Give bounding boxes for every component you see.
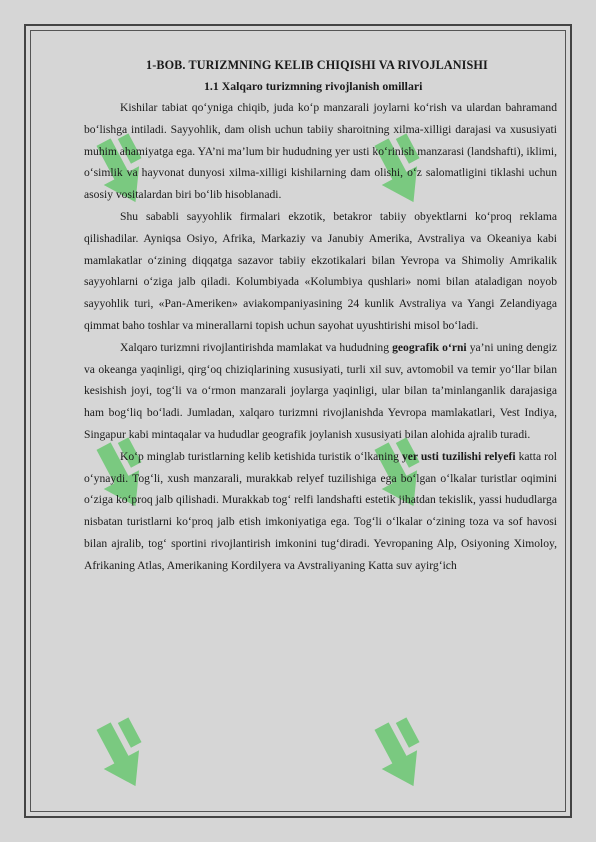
paragraph-text: Xalqaro turizmni rivojlantirishda mamlakat va hududning <box>120 340 393 354</box>
watermark-icon <box>370 712 440 790</box>
document-body <box>84 55 557 577</box>
paragraph <box>84 446 557 577</box>
chapter-title: 1-BOB. TURIZMNING KELIB CHIQISHI VA RIVOJLANISHI <box>146 58 488 72</box>
paragraph-text: katta rol o‘ynaydi. Tog‘li, xush manzarali, murakkab relyef tuzilishiga ega bo‘lgan o‘lkalar turistlar oqimini o‘ziga ko‘proq jalb qilishadi. Murakkab tog‘ relfi landshafti estetik jihatdan tekislik, yassi hududlarga nisbatan turistlarni ko‘proq jalb etish imkoniyatiga ega. Tog‘li o‘lkalar o‘zining toza va sof havosi bilan ajralib, tog‘ sportini rivojlantirish imkonini tug‘diradi. Yevropaning Alp, Osiyoning Ximoloy, Afrikaning Atlas, Amerikaning Kordilyera va Avstraliyaning Katta suv ayirg‘ich <box>84 449 558 572</box>
section-title: 1.1 Xalqaro turizmning rivojlanish omillari <box>204 79 423 93</box>
bold-term: yer usti tuzilishi relyefi <box>401 449 516 463</box>
paragraph-text: Ko‘p minglab turistlarning kelib ketishida turistik o‘lkaning <box>120 449 402 463</box>
paragraph <box>84 337 557 446</box>
paragraph: Kishilar tabiat qo‘yniga chiqib, juda ko‘p manzarali joylarni ko‘rish va ulardan bahramand bo‘lishga intiladi. Sayyohlik, dam olish uchun tabiiy sharoitning xilma-xilligi darajasi va xususiyati muhim ahamiyatga ega. YA’ni ma’lum bir hududning yer usti ko‘rinish manzarasi (landshafti), iklimi, o‘simlik va hayvonat dunyosi xilma-xilligi kishilarning dam olishi, o‘z salomatligini tiklashi uchun asosiy vositalardan biri bo‘lib hisoblanadi. <box>84 101 557 202</box>
paragraph: Shu sababli sayyohlik firmalari ekzotik, betakror tabiiy obyektlarni ko‘proq reklama qilishadilar. Ayniqsa Osiyo, Afrika, Markaziy va Janubiy Amerika, Avstraliya va Okeaniya kabi mamlakatlar o‘zining diqqatga sazavor tabiiy ekzotikalari bilan Yevropa va Shimoliy Amrikalik sayyohlarni o‘ziga jalb qiladi. Kolumbiyada «Kolumbiya qushlari» nomi bilan ataladigan noyob sayyohlik turi, «Pan-Ameriken» aviakompaniyasining 24 kunlik Avstraliya va Yangi Zelandiyaga qimmat baho toshlar va minerallarni topish uchun sayohat uyushtirishi misol bo‘ladi. <box>84 209 557 332</box>
bold-term: geografik o‘rni <box>392 340 467 354</box>
paragraph-text: ya’ni uning dengiz va okeanga yaqinligi, qirg‘oq chiziqlarining xususiyati, turli xil suv, avtomobil va temir yo‘llar bilan kesishish joyi, tog‘li va o‘rmon manzarali joylarga yaqinligi, ular bilan ta’minlanganlik darajasiga ham bog‘liq bo‘ladi. Jumladan, xalqaro turizmni rivojlanishda Yevropa mamlakatlari, Vest Indiya, Singapur kabi mintaqalar va hududlar geografik joylanish xususiyati bilan alohida ajralib turadi. <box>84 340 557 441</box>
watermark-icon <box>92 712 162 790</box>
